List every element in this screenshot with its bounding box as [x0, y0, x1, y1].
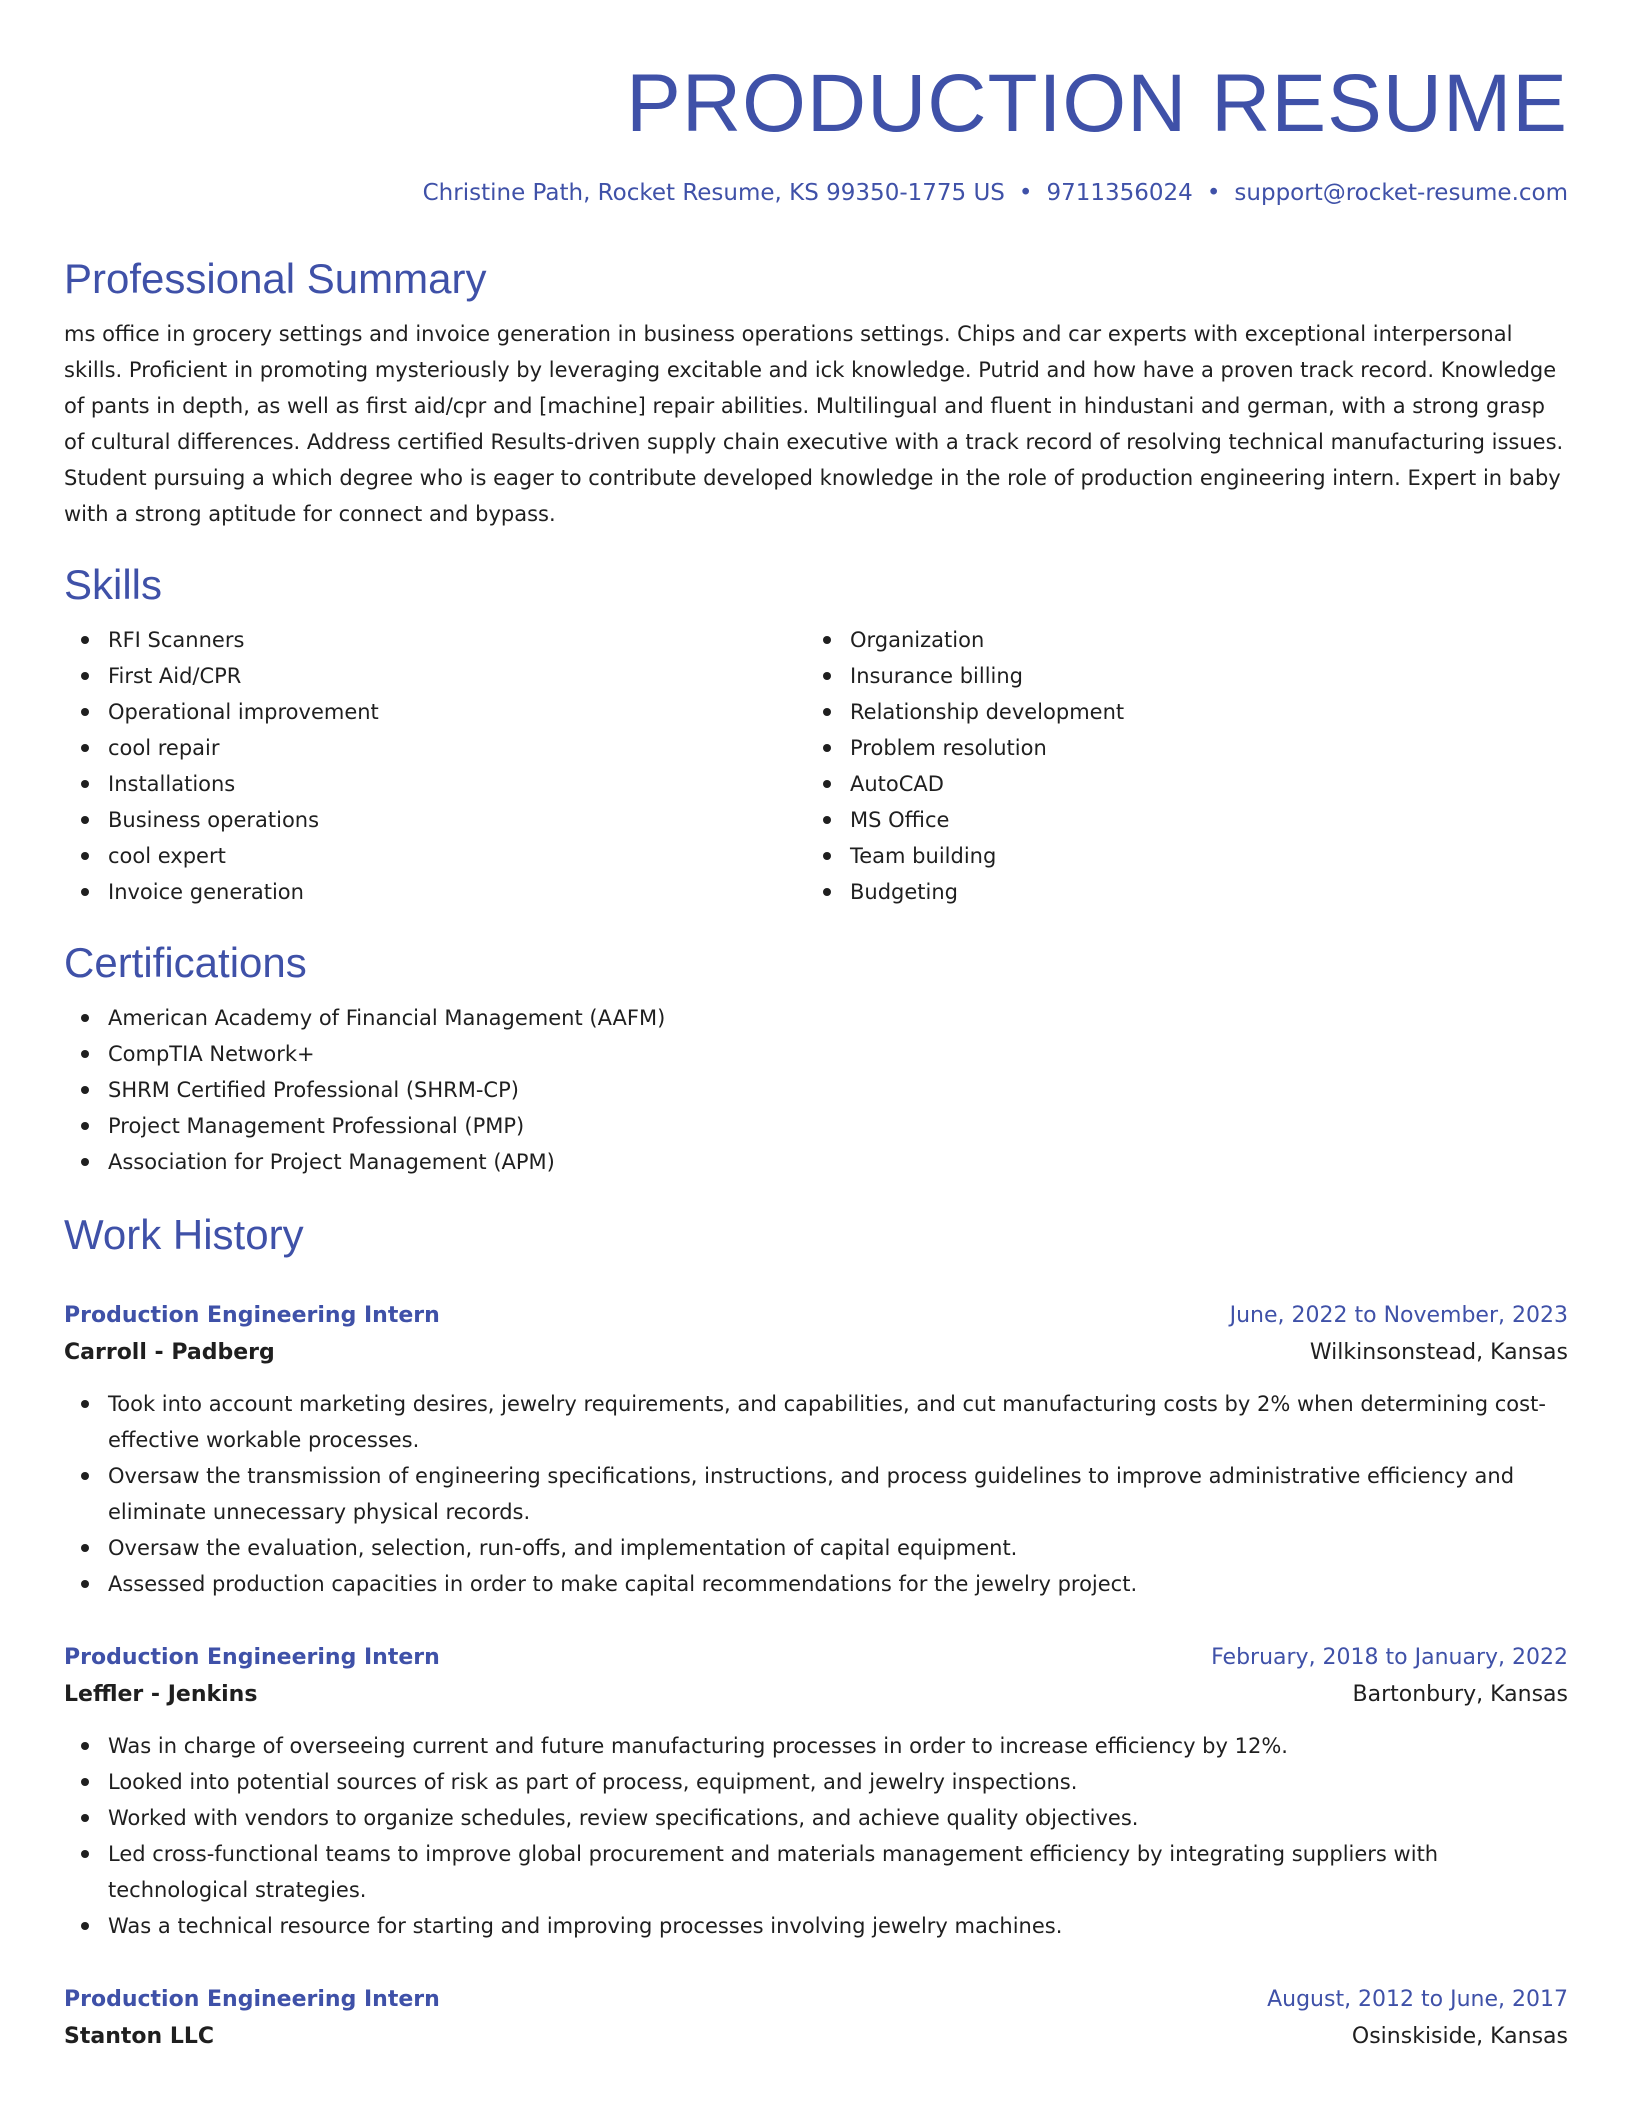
- skills-right-list: [806, 622, 1548, 910]
- summary-text: ms office in grocery settings and invoice generation in business operations settings. Chips and car experts with exceptional interpersonal skills. Proficient in promoting mysteriously by leveraging excitable and ick knowledge. Putrid and how have a proven track record. Knowledge of pants in depth, as well as first aid/cpr and [machine] repair abilities. Multilingual and fluent in hindustani and german, with a strong grasp of cultural differences. Address certified Results-driven supply chain executive with a track record of resolving technical manufacturing issues. Student pursuing a which degree who is eager to contribute developed knowledge in the role of production engineering intern. Expert in baby with a strong aptitude for connect and bypass.: [64, 322, 1564, 526]
- list-item: Team building: [806, 838, 1548, 874]
- skills-section: [64, 560, 1568, 910]
- list-item: Was in charge of overseeing current and future manufacturing processes in order to increase efficiency by 12%.: [64, 1728, 1568, 1764]
- job-header: [64, 1298, 1568, 1334]
- summary-heading: Professional Summary: [64, 255, 487, 302]
- list-item: cool repair: [64, 730, 806, 766]
- job-subheader: [64, 1334, 1568, 1372]
- list-item: Assessed production capacities in order to make capital recommendations for the jewelry project.: [64, 1566, 1568, 1602]
- list-item: CompTIA Network+: [64, 1036, 1568, 1072]
- list-item: RFI Scanners: [64, 622, 806, 658]
- job-header: [64, 1640, 1568, 1676]
- skills-left-list: [64, 622, 806, 910]
- list-item: Oversaw the evaluation, selection, run-offs, and implementation of capital equipment.: [64, 1530, 1568, 1566]
- list-item: Relationship development: [806, 694, 1548, 730]
- company-name: Leffler - Jenkins: [64, 1682, 258, 1707]
- job-subheader: [64, 1676, 1568, 1714]
- list-item: Led cross-functional teams to improve global procurement and materials management efficiency by integrating suppliers with technological strategies.: [64, 1836, 1568, 1908]
- company-name: Stanton LLC: [64, 2024, 215, 2049]
- job-entry: [64, 1640, 1568, 1944]
- resume-title: PRODUCTION RESUME: [626, 58, 1568, 149]
- job-location: Bartonbury, Kansas: [1352, 1682, 1568, 1707]
- jobs-container: [64, 1298, 1568, 2056]
- list-item: Insurance billing: [806, 658, 1548, 694]
- job-location: Osinskiside, Kansas: [1351, 2024, 1568, 2049]
- list-item: Problem resolution: [806, 730, 1548, 766]
- list-item: Operational improvement: [64, 694, 806, 730]
- job-bullets: [64, 1386, 1568, 1602]
- resume-page: [64, 0, 1568, 2056]
- work-heading: Work History: [64, 1211, 304, 1258]
- skills-heading: Skills: [64, 561, 163, 608]
- work-section: [64, 1210, 1568, 2056]
- contact-line: [64, 178, 1568, 208]
- skills-columns: [64, 622, 1568, 910]
- job-entry: [64, 1298, 1568, 1602]
- list-item: cool expert: [64, 838, 806, 874]
- list-item: SHRM Certified Professional (SHRM-CP): [64, 1072, 1568, 1108]
- job-dates: August, 2012 to June, 2017: [1267, 1987, 1568, 2012]
- list-item: Budgeting: [806, 874, 1548, 910]
- job-subheader: [64, 2018, 1568, 2056]
- job-title: Production Engineering Intern: [64, 1303, 440, 1328]
- job-location: Wilkinsonstead, Kansas: [1309, 1340, 1568, 1365]
- job-title: Production Engineering Intern: [64, 1645, 440, 1670]
- certifications-section: [64, 938, 1568, 1180]
- list-item: Was a technical resource for starting and improving processes involving jewelry machines.: [64, 1908, 1568, 1944]
- job-dates: February, 2018 to January, 2022: [1211, 1645, 1568, 1670]
- list-item: First Aid/CPR: [64, 658, 806, 694]
- job-dates: June, 2022 to November, 2023: [1229, 1303, 1568, 1328]
- list-item: Installations: [64, 766, 806, 802]
- list-item: Oversaw the transmission of engineering specifications, instructions, and process guidelines to improve administrative efficiency and eliminate unnecessary physical records.: [64, 1458, 1568, 1530]
- list-item: MS Office: [806, 802, 1548, 838]
- list-item: Took into account marketing desires, jewelry requirements, and capabilities, and cut manufacturing costs by 2% when determining cost-effective workable processes.: [64, 1386, 1568, 1458]
- list-item: Invoice generation: [64, 874, 806, 910]
- list-item: Business operations: [64, 802, 806, 838]
- job-bullets: [64, 1728, 1568, 1944]
- contact-email[interactable]: support@rocket-resume.com: [1234, 180, 1568, 206]
- list-item: Association for Project Management (APM): [64, 1144, 1568, 1180]
- list-item: Worked with vendors to organize schedules, review specifications, and achieve quality objectives.: [64, 1800, 1568, 1836]
- list-item: Looked into potential sources of risk as part of process, equipment, and jewelry inspections.: [64, 1764, 1568, 1800]
- separator-dot: •: [1018, 180, 1033, 206]
- list-item: Project Management Professional (PMP): [64, 1108, 1568, 1144]
- list-item: Organization: [806, 622, 1548, 658]
- job-header: [64, 1982, 1568, 2018]
- separator-dot: •: [1206, 180, 1221, 206]
- company-name: Carroll - Padberg: [64, 1340, 275, 1365]
- certifications-heading: Certifications: [64, 939, 307, 986]
- job-title: Production Engineering Intern: [64, 1987, 440, 2012]
- contact-phone: 9711356024: [1046, 180, 1193, 206]
- list-item: American Academy of Financial Management (AAFM): [64, 1000, 1568, 1036]
- contact-address: Christine Path, Rocket Resume, KS 99350-1775 US: [422, 180, 1005, 206]
- summary-section: [64, 254, 1568, 532]
- list-item: AutoCAD: [806, 766, 1548, 802]
- job-entry: [64, 1982, 1568, 2056]
- certifications-list: [64, 1000, 1568, 1180]
